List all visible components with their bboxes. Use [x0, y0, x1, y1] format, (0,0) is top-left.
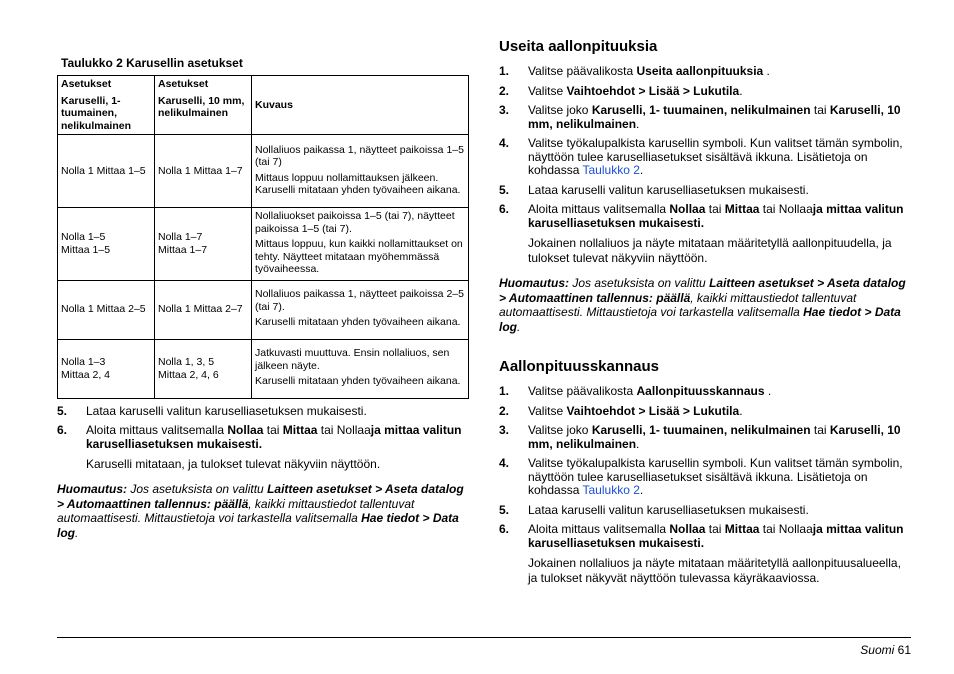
step-number: 4.: [499, 136, 510, 150]
note-label: Huomautus:: [57, 482, 127, 496]
step-4: [499, 457, 913, 498]
step-6: [499, 523, 913, 550]
cell-10mm: [155, 280, 252, 339]
step-text: .: [639, 163, 644, 177]
cell-description: [252, 208, 469, 281]
step-text: .: [739, 83, 743, 98]
option-1inch: Karuselli, 1- tuumainen, nelikulmainen: [591, 103, 811, 117]
nollaa-ja-mittaa-command: ja mittaa valitun karuselliasetuksen mukaisesti.: [86, 423, 462, 451]
header-sub: Karuselli, 1- tuumainen, nelikulmainen: [61, 94, 132, 132]
step-text: Valitse päävalikosta: [528, 64, 637, 78]
nollaa-ja-mittaa-command: ja mittaa valitun karuselliasetuksen mukaisesti.: [528, 202, 904, 230]
nollaa-ja-mittaa-command: ja mittaa valitun karuselliasetuksen mukaisesti.: [528, 522, 904, 550]
note-menu-path: Hae tiedot > Data log: [499, 305, 901, 334]
step-text: .: [739, 403, 743, 418]
step-text: tai Nollaa: [759, 522, 813, 536]
header-top: Asetukset: [158, 78, 209, 90]
note-label: Huomautus:: [499, 276, 569, 290]
cell-line: Nolla 1 Mittaa 1–5: [61, 164, 146, 177]
step-text: .: [636, 116, 640, 131]
note: [499, 276, 913, 334]
description-detail: Mittaus loppuu, kun kaikki nollamittaukset on tehty. Näytteet mitataan myöhemmässä työvaiheessa.: [255, 238, 463, 275]
table-header-row: [58, 76, 469, 135]
step-4: [499, 137, 913, 178]
step-text: .: [763, 64, 770, 78]
step-result: Jokainen nollaliuos ja näyte mitataan määritetyllä aallonpituusalueella, ja tulokset näkyvät näyttöön tulevassa käyräkaaviossa.: [528, 556, 901, 585]
carousel-settings-table: [57, 75, 469, 399]
cell-10mm: [155, 208, 252, 281]
page-number: 61: [897, 643, 911, 657]
step-text: Lataa karuselli valitun karuselliasetuksen mukaisesti.: [86, 403, 367, 418]
table-row: [58, 208, 469, 281]
table-row: [58, 135, 469, 208]
step-text: tai: [810, 103, 830, 117]
step-5: [499, 504, 913, 518]
step-text: tai: [705, 522, 725, 536]
header-sub: Karuselli, 10 mm, nelikulmainen: [158, 94, 245, 119]
cell-line: Nolla 1 Mittaa 2–5: [61, 303, 146, 316]
mittaa-command: Mittaa: [282, 423, 318, 437]
description-position: Nollaliuos paikassa 1, näytteet paikoissa 1–5 (tai 7): [255, 143, 464, 168]
description-position: Jatkuvasti muuttuva. Ensin nollaliuos, sen jälkeen näyte.: [255, 347, 450, 372]
step-text: tai: [263, 423, 283, 437]
step-3: [499, 104, 913, 131]
wavelength-scan-steps: [499, 385, 913, 550]
step-text: Aloita mittaus valitsemalla: [86, 423, 228, 437]
step-number: 6.: [499, 522, 510, 536]
step-result: Karuselli mitataan, ja tulokset tulevat näkyviin näyttöön.: [86, 457, 381, 471]
step-text: tai: [705, 202, 725, 216]
step-number: 2.: [499, 83, 510, 98]
cell-line: Nolla 1–7: [158, 231, 203, 244]
step-5: [499, 184, 913, 198]
step-number: 5.: [499, 182, 510, 197]
menu-path: Vaihtoehdot > Lisää > Lukutila: [566, 403, 740, 418]
cell-line: Mittaa 1–7: [158, 243, 208, 256]
mittaa-command: Mittaa: [724, 522, 760, 536]
cell-1inch: [58, 208, 155, 281]
section-title-multi-wavelength: Useita aallonpituuksia: [499, 38, 658, 55]
step-1: [499, 65, 913, 79]
step-text: Valitse joko: [528, 423, 592, 437]
note-menu-path: Laitteen asetukset > Aseta datalog > Automaattinen tallennus: päällä: [499, 276, 906, 305]
cell-line: Nolla 1, 3, 5: [158, 356, 215, 368]
note-menu-path: Hae tiedot > Data log: [57, 511, 459, 540]
page-footer: [860, 643, 911, 657]
nollaa-command: Nollaa: [227, 423, 264, 437]
description-detail: Mittaus loppuu nollamittauksen jälkeen. Karuselli mitataan yhden työvaiheen aikana.: [255, 171, 461, 196]
table-row: [58, 339, 469, 398]
step-text: Valitse työkalupalkista karusellin symboli. Kun valitset tämän symbolin, näyttöön tulee karuselliasetukset sisältävä ikkuna. Lisätietoja on kohdassa: [528, 136, 903, 177]
step-text: Valitse työkalupalkista karusellin symboli. Kun valitset tämän symbolin, näyttöön tulee karuselliasetukset sisältävä ikkuna. Lisätietoja on kohdassa: [528, 456, 903, 497]
table-2-link[interactable]: Taulukko 2: [582, 163, 640, 177]
step-1: [499, 385, 913, 399]
step-text: tai: [810, 423, 830, 437]
left-steps: [57, 405, 469, 452]
cell-10mm: [155, 135, 252, 208]
footer-language: Suomi: [860, 643, 895, 657]
step-number: 1.: [499, 64, 510, 78]
menu-item: Aallonpituusskannaus: [636, 384, 765, 398]
note-text: Jos asetuksista on valittu: [127, 482, 268, 496]
step-2: [499, 405, 913, 419]
step-text: .: [636, 436, 640, 451]
step-number: 6.: [499, 202, 510, 216]
step-number: 3.: [499, 103, 510, 117]
table-caption: Taulukko 2 Karusellin asetukset: [61, 56, 243, 70]
step-6: [499, 203, 913, 230]
header-1inch-settings: [58, 76, 155, 135]
section-title-wavelength-scan: Aallonpituusskannaus: [499, 358, 660, 375]
note-text: , kaikki mittaustiedot tallentuvat automaattisesti. Mittaustietoja voi tarkastella valitsemalla: [499, 290, 857, 319]
cell-line: Mittaa 2, 4, 6: [158, 368, 219, 381]
left-column: [57, 56, 469, 540]
note-text: Jos asetuksista on valittu: [569, 276, 710, 290]
step-result: Jokainen nollaliuos ja näyte mitataan määritetyllä aallonpituudella, ja tulokset tulevat näkyviin näyttöön.: [528, 236, 892, 265]
step-text: Aloita mittaus valitsemalla: [528, 202, 670, 216]
cell-line: Mittaa 1–5: [61, 243, 111, 256]
option-10mm: Karuselli, 10 mm, nelikulmainen: [528, 423, 901, 451]
cell-1inch: [58, 280, 155, 339]
footer-divider: [57, 637, 911, 638]
note-text: .: [75, 525, 79, 540]
step-text: Valitse: [528, 83, 567, 98]
cell-line: Nolla 1–3: [61, 356, 106, 368]
step-number: 1.: [499, 384, 510, 398]
header-top: Asetukset: [61, 78, 112, 90]
step-number: 5.: [57, 403, 68, 418]
step-text: Valitse joko: [528, 103, 592, 117]
step-number: 6.: [57, 423, 68, 437]
cell-description: [252, 135, 469, 208]
cell-description: [252, 280, 469, 339]
cell-line: Mittaa 2, 4: [61, 368, 111, 381]
cell-description: [252, 339, 469, 398]
step-6: [57, 424, 469, 451]
step-text: Lataa karuselli valitun karuselliasetuksen mukaisesti.: [528, 502, 809, 517]
option-1inch: Karuselli, 1- tuumainen, nelikulmainen: [591, 423, 811, 437]
table-2-link[interactable]: Taulukko 2: [582, 483, 640, 497]
cell-1inch: [58, 135, 155, 208]
step-text: Aloita mittaus valitsemalla: [528, 522, 670, 536]
header-description: Kuvaus: [252, 76, 469, 135]
cell-line: Nolla 1 Mittaa 1–7: [158, 164, 243, 177]
step-number: 3.: [499, 423, 510, 437]
description-detail: Karuselli mitataan yhden työvaiheen aikana.: [255, 316, 461, 329]
cell-line: Nolla 1 Mittaa 2–7: [158, 303, 243, 316]
step-text: tai Nollaa: [317, 423, 371, 437]
step-5: [57, 405, 469, 419]
note: [57, 482, 469, 540]
right-column: [499, 38, 913, 596]
menu-path: Vaihtoehdot > Lisää > Lukutila: [566, 83, 740, 98]
note-text: , kaikki mittaustiedot tallentuvat automaattisesti. Mittaustietoja voi tarkastella valitsemalla: [57, 496, 415, 525]
multi-wavelength-steps: [499, 65, 913, 230]
step-number: 4.: [499, 456, 510, 470]
description-detail: Karuselli mitataan yhden työvaiheen aikana.: [255, 375, 461, 388]
menu-item: Useita aallonpituuksia: [636, 64, 764, 78]
step-text: Lataa karuselli valitun karuselliasetuksen mukaisesti.: [528, 182, 809, 197]
description-position: Nollaliuokset paikoissa 1–5 (tai 7), näytteet paikoissa 1–5 (tai 7).: [255, 210, 455, 235]
mittaa-command: Mittaa: [724, 202, 760, 216]
nollaa-command: Nollaa: [669, 202, 706, 216]
step-number: 5.: [499, 502, 510, 517]
step-3: [499, 424, 913, 451]
header-10mm-settings: [155, 76, 252, 135]
step-2: [499, 85, 913, 99]
note-menu-path: Laitteen asetukset > Aseta datalog > Automaattinen tallennus: päällä: [57, 482, 464, 511]
description-position: Nollaliuos paikassa 1, näytteet paikoissa 2–5 (tai 7).: [255, 288, 464, 313]
table-row: [58, 280, 469, 339]
step-text: .: [639, 483, 644, 497]
step-text: Valitse: [528, 403, 567, 418]
step-number: 2.: [499, 403, 510, 418]
step-text: .: [764, 384, 772, 398]
cell-10mm: [155, 339, 252, 398]
cell-1inch: [58, 339, 155, 398]
option-10mm: Karuselli, 10 mm, nelikulmainen: [528, 103, 901, 131]
nollaa-command: Nollaa: [669, 522, 706, 536]
step-text: Valitse päävalikosta: [528, 384, 637, 398]
note-text: .: [517, 319, 521, 334]
cell-line: Nolla 1–5: [61, 231, 106, 244]
step-text: tai Nollaa: [759, 202, 813, 216]
